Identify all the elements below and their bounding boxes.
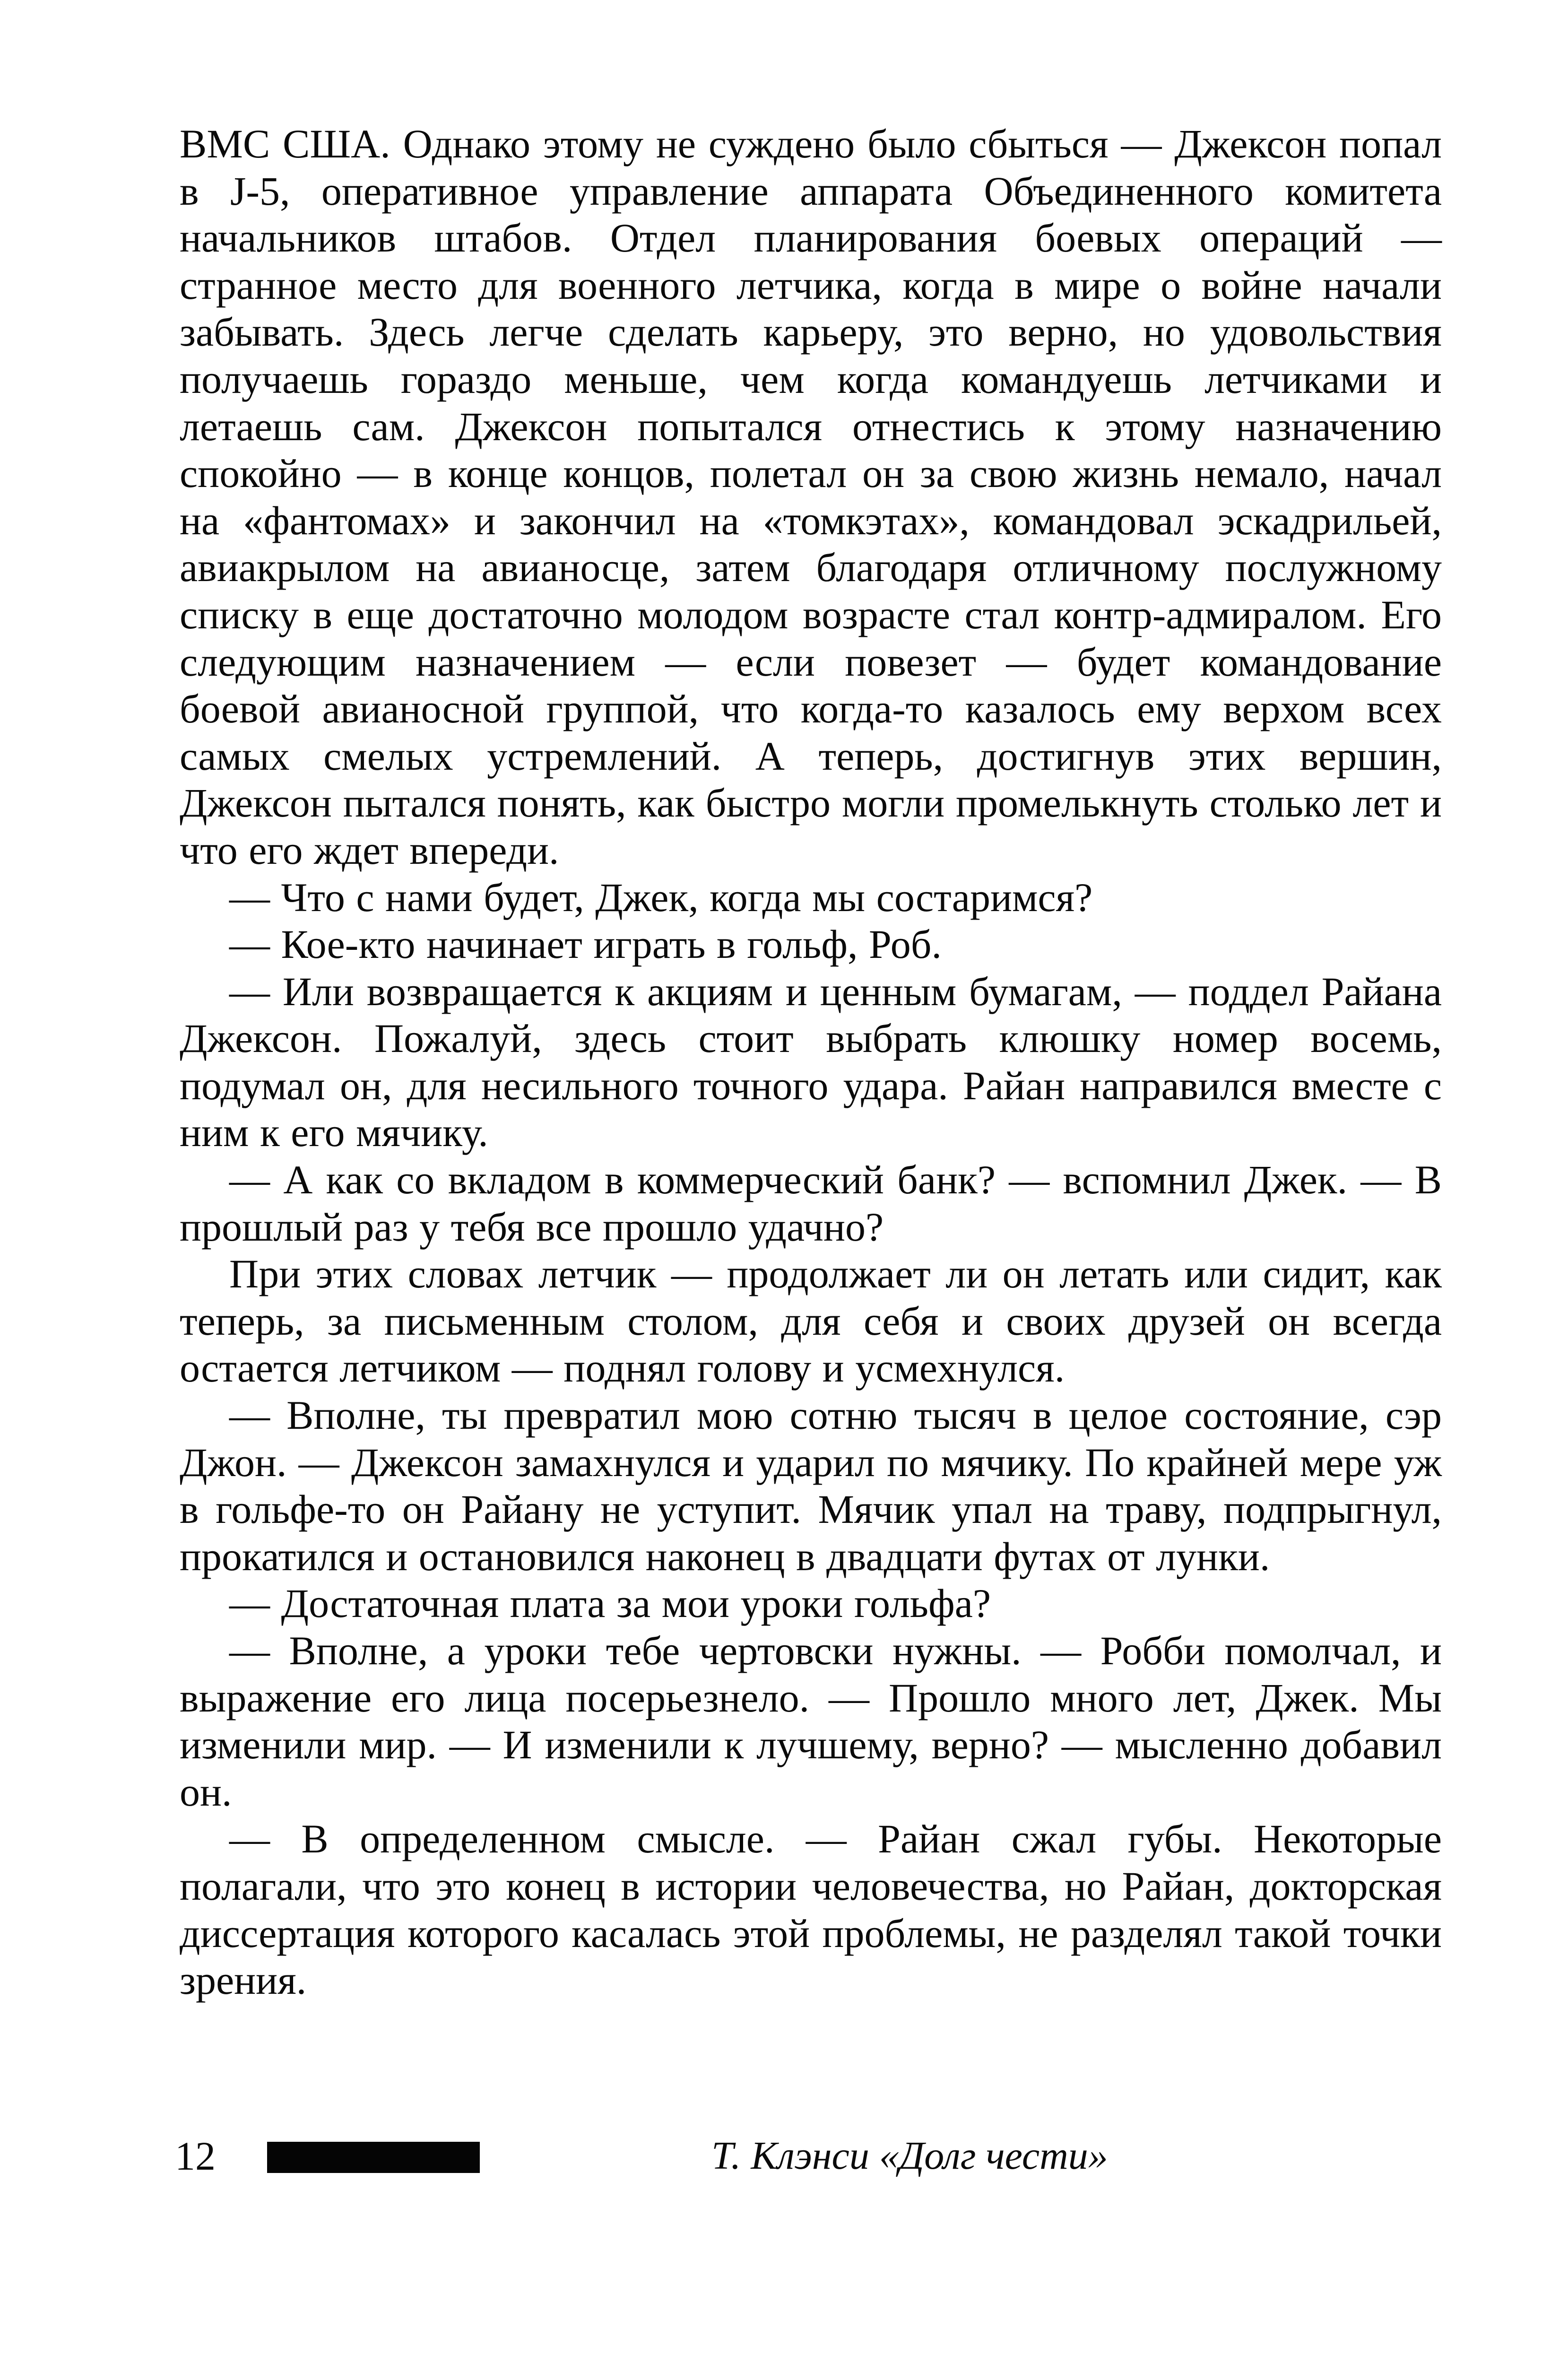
paragraph-8: — Достаточная плата за мои уроки гольфа? [229,1581,991,1626]
paragraph-3: — Кое-кто начинает играть в гольф, Роб. [229,921,942,967]
body-text [180,121,1442,2004]
running-title: Т. Клэнси «Долг чести» [711,2134,1108,2178]
page-number: 12 [175,2133,216,2179]
paragraph-4: — Или возвращается к акциям и ценным бумагам, — поддел Райана Джексон. Пожалуй, здесь стоит выбрать клюшку номер восемь, подумал он, для несильного точного удара. Райан направился вместе с ним к его мячику. [180,968,1442,1156]
paragraph-2: — Что с нами будет, Джек, когда мы состаримся? [229,874,1093,920]
paragraph-6: При этих словах летчик — продолжает ли он летать или сидит, как теперь, за письменным столом, для себя и своих друзей он всегда остается летчиком — поднял голову и усмехнулся. [180,1251,1442,1391]
paragraph-7: — Вполне, ты превратил мою сотню тысяч в целое состояние, сэр Джон. — Джексон замахнулся и ударил по мячику. По крайней мере уж в гольфе-то он Райану не уступит. Мячик упал на траву, подпрыгнул, прокатился и остановился наконец в двадцати футах от лунки. [180,1392,1442,1579]
paragraph-10: — В определенном смысле. — Райан сжал губы. Некоторые полагали, что это конец в истории человечества, но Райан, докторская диссертация которого касалась этой проблемы, не разделял такой точки зрения. [180,1816,1442,2003]
paragraph-5: — А как со вкладом в коммерческий банк? — вспомнил Джек. — В прошлый раз у тебя все прошло удачно? [180,1157,1442,1250]
paragraph-1: ВМС США. Однако этому не суждено было сбыться — Джексон попал в J-5, оперативное управление аппарата Объединенного комитета начальников штабов. Отдел планирования боевых операций — странное место для военного летчика, когда в мире о войне начали забывать. Здесь легче сделать карьеру, это верно, но удовольствия получаешь гораздо меньше, чем когда командуешь летчиками и летаешь сам. Джексон попытался отнестись к этому назначению спокойно — в конце концов, полетал он за свою жизнь немало, начал на «фантомах» и закончил на «томкэтах», командовал эскадрильей, авиакрылом на авианосце, затем благодаря отличному послужному списку в еще достаточно молодом возрасте стал контр-адмиралом. Его следующим назначением — если повезет — будет командование боевой авианосной группой, что когда-то казалось ему верхом всех самых смелых устремлений. А теперь, достигнув этих вершин, Джексон пытался понять, как быстро могли промелькнуть столько лет и что его ждет впереди. [180,121,1442,873]
page-footer [175,2130,1451,2182]
paragraph-9: — Вполне, а уроки тебе чертовски нужны. — Робби помолчал, и выражение его лица посерьезнело. — Прошло много лет, Джек. Мы изменили мир. — И изменили к лучшему, верно? — мысленно добавил он. [180,1628,1442,1815]
footer-black-bar [267,2142,480,2173]
